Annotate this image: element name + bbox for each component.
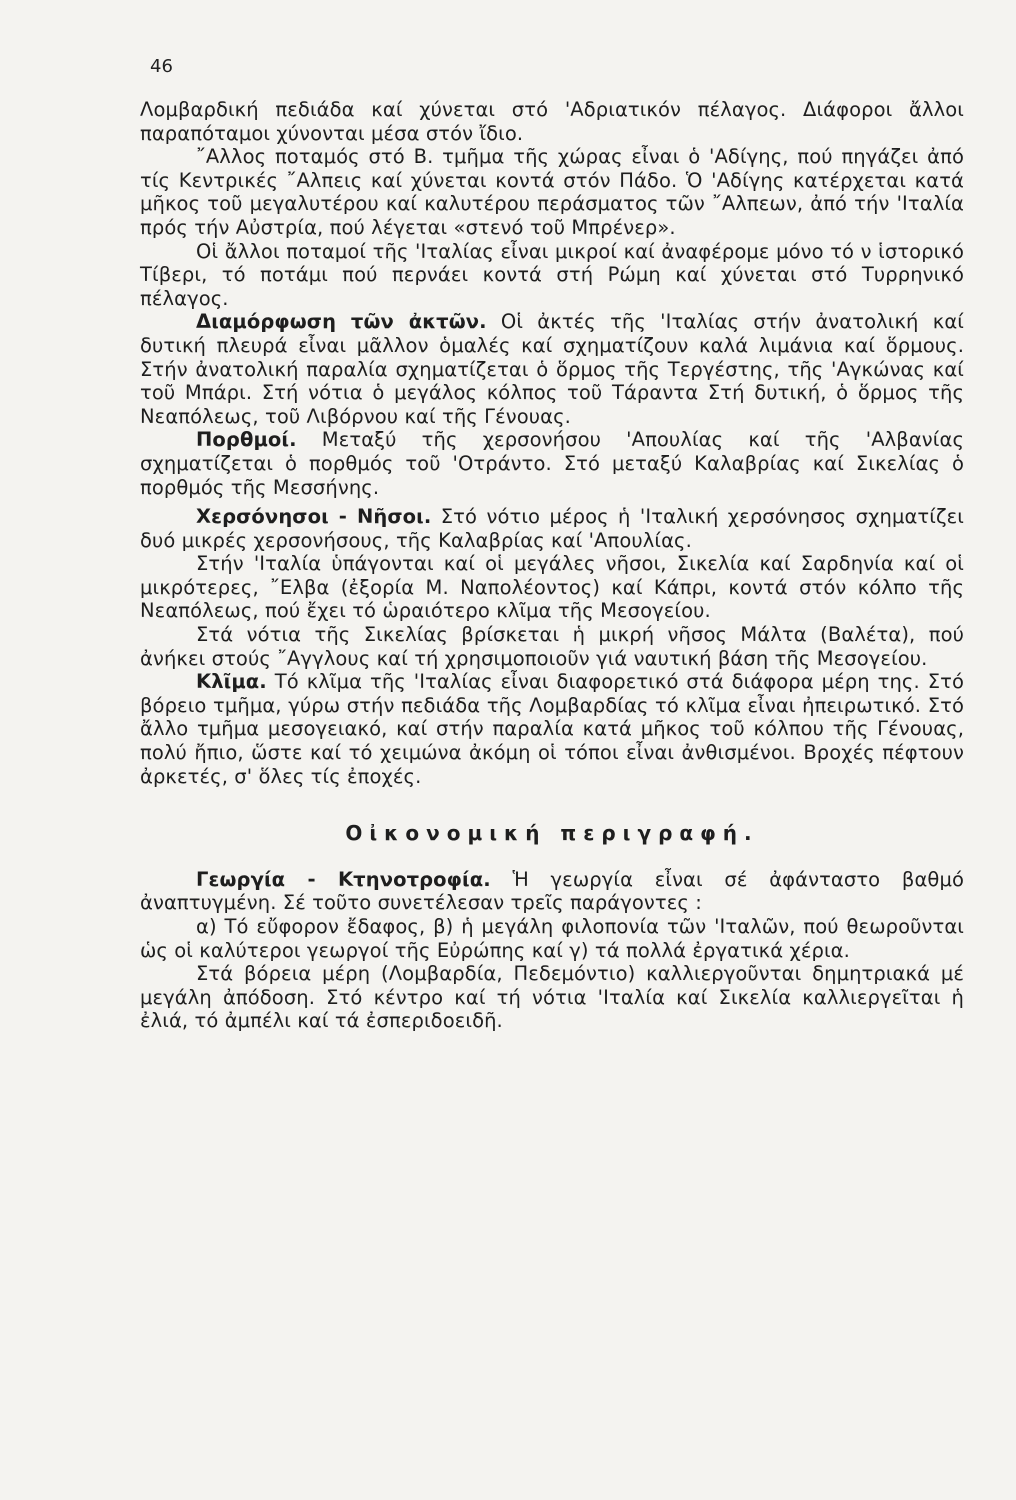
paragraph: Οἱ ἄλλοι ποταμοί τῆς 'Ιταλίας εἶναι μικροί καί ἀναφέρομε μόνο τό ν ἱστορικό Τίβερι, τό ποτάμι πού περνάει κοντά στή Ρώμη καί χύνεται στό Τυρρηνικό πέλαγος. <box>140 239 964 310</box>
body-text <box>140 98 964 1033</box>
paragraph: Πορθμοί. Μεταξύ τῆς χερσονήσου 'Απουλίας καί τῆς 'Αλβανίας σχηματίζεται ὁ πορθμός τοῦ 'Οτράντο. Στό μεταξύ Καλαβρίας καί Σικελίας ὁ πορθμός τῆς Μεσσήνης. <box>140 428 964 499</box>
paragraph: α) Τό εὔφορον ἔδαφος, β) ἡ μεγάλη φιλοπονία τῶν 'Ιταλῶν, πού θεωροῦνται ὡς οἱ καλύτεροι γεωργοί τῆς Εὐρώπης καί γ) τά πολλά ἐργατικά χέρια. <box>140 915 964 962</box>
run-in-heading: Κλῖμα. <box>196 670 267 694</box>
paragraph: Διαμόρφωση τῶν ἀκτῶν. Οἱ ἀκτές τῆς 'Ιταλίας στήν ἀνατολική καί δυτική πλευρά εἶναι μᾶλλον ὁμαλές καί σχηματίζουν καλά λιμάνια καί ὅρμους. Στήν ἀνατολική παραλία σχηματίζεται ὁ ὅρμος τῆς Τεργέστης, τῆς 'Αγκώνας καί τοῦ Μπάρι. Στή νότια ὁ μεγάλος κόλπος τοῦ Τάραντα Στή δυτική, ὁ ὅρμος τῆς Νεαπόλεως, τοῦ Λιβόρνου καί τῆς Γένουας. <box>140 310 965 428</box>
paragraph: Γεωργία - Κτηνοτροφία. Ἡ γεωργία εἶναι σέ ἀφάνταστο βαθμό ἀναπτυγμένη. Σέ τοῦτο συνετέλεσαν τρεῖς παράγοντες : <box>140 867 964 915</box>
page-number: 46 <box>150 56 173 77</box>
paragraph: Στήν 'Ιταλία ὑπάγονται καί οἱ μεγάλες νῆσοι, Σικελία καί Σαρδηνία καί οἱ μικρότερες, ῎Ελβα (ἐξορία Μ. Ναπολέοντος) καί Κάπρι, κοντά στόν κόλπο τῆς Νεαπόλεως, πού ἔχει τό ὡραιότερο κλῖμα τῆς Μεσογείου. <box>140 552 964 623</box>
section-title: Οἰκονομική περιγραφή. <box>345 821 759 846</box>
run-in-heading: Γεωργία - Κτηνοτροφία. <box>196 867 491 891</box>
run-in-heading: Διαμόρφωση τῶν ἀκτῶν. <box>196 310 487 334</box>
paragraph: Κλῖμα. Τό κλῖμα τῆς 'Ιταλίας εἶναι διαφορετικό στά διάφορα μέρη της. Στό βόρειο τμῆμα, γύρω στήν πεδιάδα τῆς Λομβαρδίας τό κλῖμα εἶναι ἠπειρωτικό. Στό ἄλλο τμῆμα μεσογειακό, καί στήν παραλία κατά μῆκος τοῦ κόλπου τῆς Γένουας, πολύ ἤπιο, ὥστε καί τό χειμώνα ἀκόμη οἱ τόποι εἶναι ἀνθισμένοι. Βροχές πέφτουν ἀρκετές, σ' ὅλες τίς ἐποχές. <box>140 670 964 788</box>
paragraph: ῎Αλλος ποταμός στό Β. τμῆμα τῆς χώρας εἶναι ὁ 'Αδίγης, πού πηγάζει ἀπό τίς Κεντρικές ῎Αλπεις καί χύνεται κοντά στόν Πάδο. Ὁ 'Αδίγης κατέρχεται κατά μῆκος τοῦ μεγαλυτέρου καί καλυτέρου περάσματος τῶν ῎Αλπεων, ἀπό τήν 'Ιταλία πρός τήν Αὐστρία, πού λέγεται «στενό τοῦ Μπρένερ». <box>140 145 964 239</box>
paragraph: Στά νότια τῆς Σικελίας βρίσκεται ἡ μικρή νῆσος Μάλτα (Βαλέτα), πού ἀνήκει στούς ῎Αγγλους καί τή χρησιμοποιοῦν γιά ναυτική βάση τῆς Μεσογείου. <box>140 623 964 670</box>
paragraph: Στά βόρεια μέρη (Λομβαρδία, Πεδεμόντιο) καλλιεργοῦνται δημητριακά μέ μεγάλη ἀπόδοση. Στό κέντρο καί τή νότια 'Ιταλία καί Σικελία καλλιεργεῖται ἡ ἐλιά, τό ἀμπέλι καί τά ἐσπεριδοειδῆ. <box>140 962 964 1033</box>
paragraph: Λομβαρδική πεδιάδα καί χύνεται στό 'Αδριατικόν πέλαγος. Διάφοροι ἄλλοι παραπόταμοι χύνονται μέσα στόν ἴδιο. <box>140 98 964 145</box>
paragraph: Χερσόνησοι - Νῆσοι. Στό νότιο μέρος ἡ 'Ιταλική χερσόνησος σχηματίζει δυό μικρές χερσονήσους, τῆς Καλαβρίας καί 'Απουλίας. <box>140 505 964 552</box>
run-in-heading: Χερσόνησοι - Νῆσοι. <box>196 505 432 529</box>
run-in-heading: Πορθμοί. <box>196 428 297 452</box>
